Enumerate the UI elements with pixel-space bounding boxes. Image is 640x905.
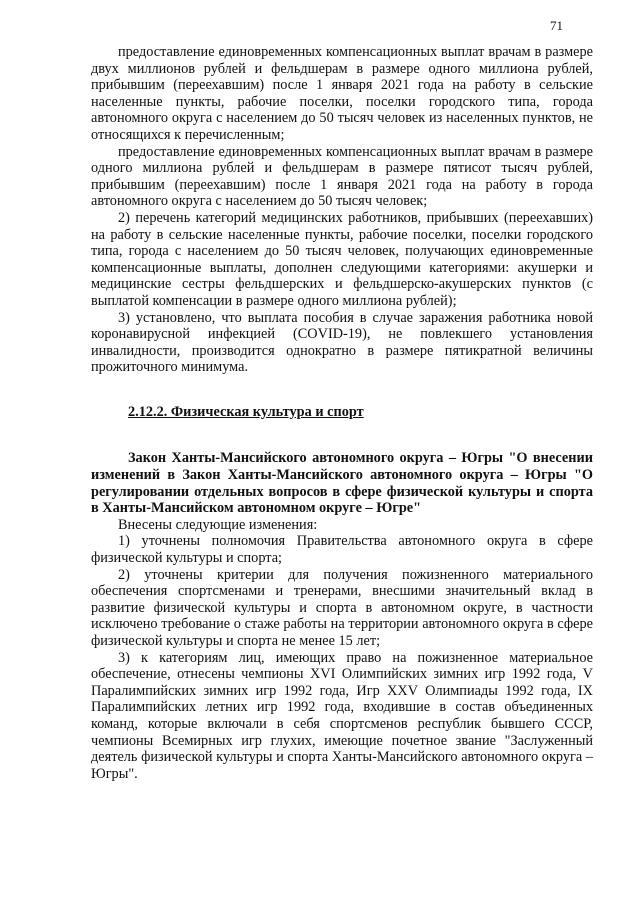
law-title: Закон Ханты-Мансийского автономного округа – Югры "О внесении изменений в Закон Ханты-Мансийского автономного округа – Югры "О регулировании отдельных вопросов в сфере физической культуры и спорта в Ханты-Мансийском автономном округе – Югре" bbox=[91, 450, 593, 517]
page-number: 71 bbox=[550, 18, 563, 33]
paragraph: 1) уточнены полномочия Правительства автономного округа в сфере физической культуры и спорта; bbox=[91, 533, 593, 567]
paragraph: 2) перечень категорий медицинских работников, прибывших (переехавших) на работу в сельские населенные пункты, рабочие поселки, поселки городского типа, города с населением до 50 тысяч человек, получающих единовременные компенсационные выплаты, дополнен следующими категориями: акушерки и медицинские сестры фельдшерских и фельдшерско-акушерских пунктов (с выплатой компенсации в размере одного миллиона рублей); bbox=[91, 209, 593, 309]
paragraph: 3) установлено, что выплата пособия в случае заражения работника новой коронавирусной инфекцией (COVID-19), не повлекшего установления инвалидности, производится однократно в размере пятикратной величины прожиточного минимума. bbox=[91, 309, 593, 376]
paragraph: предоставление единовременных компенсационных выплат врачам в размере двух миллионов рублей и фельдшерам в размере одного миллиона рублей, прибывшим (переехавшим) после 1 января 2021 года на работу в сельские населенные пункты, рабочие поселки, поселки городского типа, города автономного округа с населением до 50 тысяч человек из населенных пунктов, не относящихся к перечисленным; bbox=[91, 44, 593, 143]
section-heading: 2.12.2. Физическая культура и спорт bbox=[128, 403, 364, 420]
paragraph: 2) уточнены критерии для получения пожизненного материального обеспечения спортсменами и тренерами, внесшими значительный вклад в развитие физической культуры и спорта в автономном округе, в частности исключено требование о стаже работы на территории автономного округа в сфере физической культуры и спорта не менее 15 лет; bbox=[91, 566, 593, 649]
document-body bbox=[91, 44, 593, 782]
paragraph: предоставление единовременных компенсационных выплат врачам в размере одного миллиона рублей и фельдшерам в размере пятисот тысяч рублей, прибывшим (переехавшим) после 1 января 2021 года на работу в города автономного округа с населением до 50 тысяч человек; bbox=[91, 143, 593, 210]
paragraph: 3) к категориям лиц, имеющих право на пожизненное материальное обеспечение, отнесены чемпионы XVI Олимпийских зимних игр 1992 года, V Паралимпийских зимних игр 1992 года, Игр XXV Олимпиады 1992 года, IX Паралимпийских летних игр 1992 года, входившие в состав объединенных команд, которые включали в себя спортсменов республик бывшего СССР, чемпионы Всемирных игр глухих, имеющие почетное звание "Заслуженный деятель физической культуры и спорта Ханты-Мансийского автономного округа – Югры". bbox=[91, 649, 593, 782]
paragraph: Внесены следующие изменения: bbox=[118, 516, 318, 533]
